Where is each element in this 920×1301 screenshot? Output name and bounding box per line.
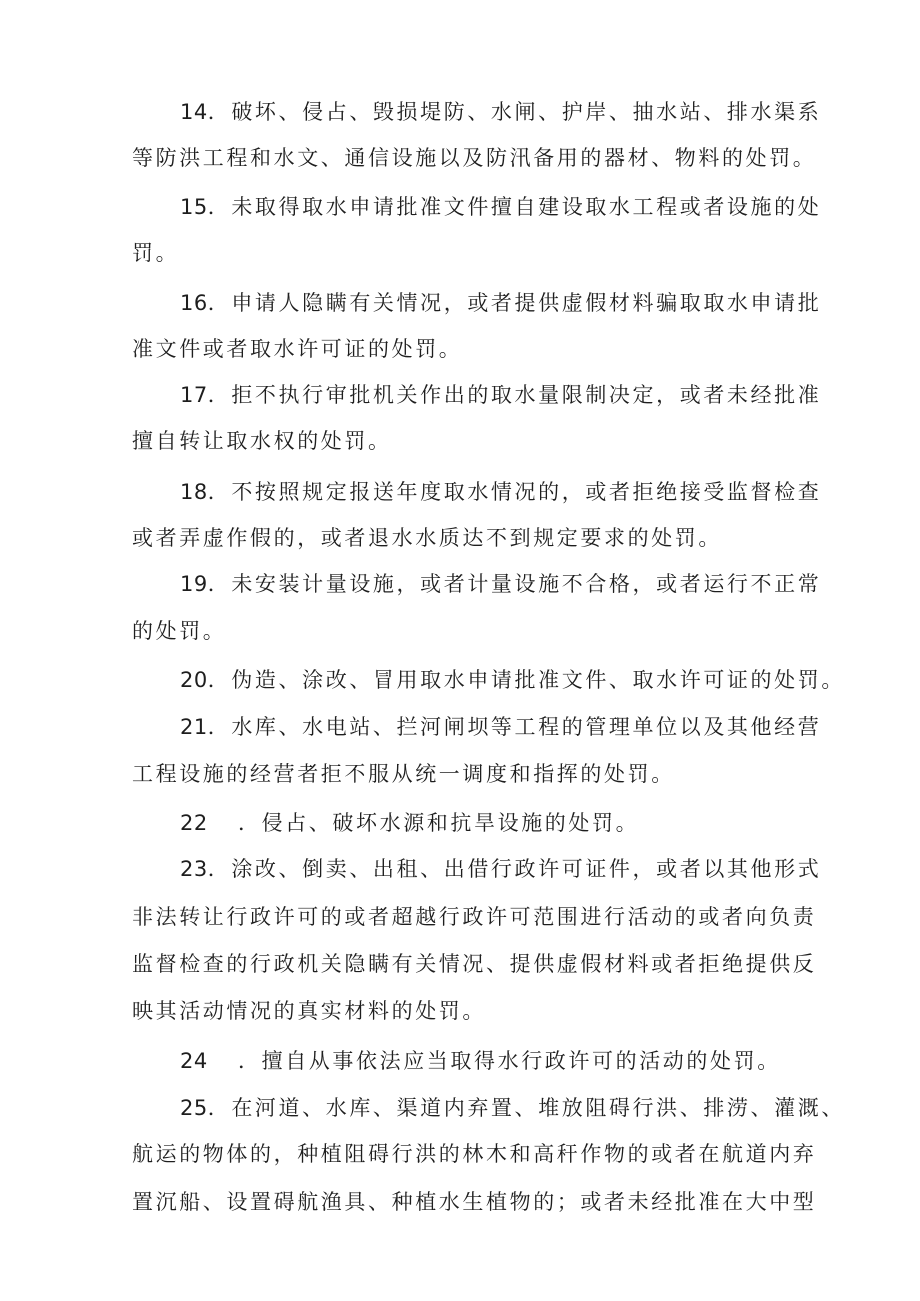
item-19-line-2: 的处罚。 bbox=[132, 619, 227, 643]
item-text: ．申请人隐瞒有关情况，或者提供虚假材料骗取取水申请批 bbox=[207, 291, 822, 315]
item-23-line-1 bbox=[180, 854, 821, 884]
item-number: 24 bbox=[180, 1049, 208, 1073]
item-text: ．水库、水电站、拦河闸坝等工程的管理单位以及其他经营 bbox=[207, 715, 822, 739]
item-24-line-1 bbox=[180, 1046, 781, 1076]
item-14-line-2: 等防洪工程和水文、通信设施以及防汛备用的器材、物料的处罚。 bbox=[132, 146, 817, 170]
item-15-line-2: 罚。 bbox=[132, 241, 180, 265]
item-number: 15 bbox=[180, 195, 208, 219]
item-text: ．侵占、破坏水源和抗旱设施的处罚。 bbox=[238, 811, 640, 835]
item-23-line-3: 监督检查的行政机关隐瞒有关情况、提供虚假材料或者拒绝提供反 bbox=[132, 952, 817, 976]
item-14-line-1 bbox=[180, 97, 821, 127]
item-23-line-4: 映其活动情况的真实材料的处罚。 bbox=[132, 999, 486, 1023]
item-number: 19 bbox=[180, 572, 208, 596]
item-25-line-1 bbox=[180, 1093, 845, 1123]
item-text: ．伪造、涂改、冒用取水申请批准文件、取水许可证的处罚。 bbox=[207, 668, 845, 692]
item-number: 22 bbox=[180, 811, 208, 835]
item-19-line-1 bbox=[180, 569, 821, 599]
item-text: ．未安装计量设施，或者计量设施不合格，或者运行不正常 bbox=[207, 572, 822, 596]
item-number: 20 bbox=[180, 668, 208, 692]
item-number: 18 bbox=[180, 480, 208, 504]
item-15-line-1 bbox=[180, 192, 821, 222]
item-text: ．未取得取水申请批准文件擅自建设取水工程或者设施的处 bbox=[207, 195, 822, 219]
item-25-line-2: 航运的物体的，种植阻碍行洪的林木和高秆作物的或者在航道内弃 bbox=[132, 1142, 817, 1166]
item-18-line-1 bbox=[180, 477, 821, 507]
item-text: ．不按照规定报送年度取水情况的，或者拒绝接受监督检查 bbox=[207, 480, 822, 504]
item-17-line-2: 擅自转让取水权的处罚。 bbox=[132, 429, 392, 453]
item-number: 16 bbox=[180, 291, 208, 315]
item-text: ．涂改、倒卖、出租、出借行政许可证件，或者以其他形式 bbox=[207, 857, 822, 881]
item-20-line-1 bbox=[180, 665, 845, 695]
item-17-line-1 bbox=[180, 380, 821, 410]
item-16-line-2: 准文件或者取水许可证的处罚。 bbox=[132, 337, 463, 361]
item-18-line-2: 或者弄虚作假的，或者退水水质达不到规定要求的处罚。 bbox=[132, 526, 722, 550]
item-25-line-3: 置沉船、设置碍航渔具、种植水生植物的；或者未经批准在大中型 bbox=[132, 1190, 817, 1214]
item-21-line-2: 工程设施的经营者拒不服从统一调度和指挥的处罚。 bbox=[132, 762, 675, 786]
item-number: 14 bbox=[180, 100, 208, 124]
item-number: 23 bbox=[180, 857, 208, 881]
item-text: ．破坏、侵占、毁损堤防、水闸、护岸、抽水站、排水渠系 bbox=[207, 100, 822, 124]
item-text: ．在河道、水库、渠道内弃置、堆放阻碍行洪、排涝、灌溉、 bbox=[207, 1096, 845, 1120]
item-21-line-1 bbox=[180, 712, 821, 742]
item-number: 25 bbox=[180, 1096, 208, 1120]
item-text: ．拒不执行审批机关作出的取水量限制决定，或者未经批准 bbox=[207, 383, 822, 407]
item-22-line-1 bbox=[180, 808, 639, 838]
item-number: 17 bbox=[180, 383, 208, 407]
item-text: ．擅自从事依法应当取得水行政许可的活动的处罚。 bbox=[238, 1049, 781, 1073]
item-23-line-2: 非法转让行政许可的或者超越行政许可范围进行活动的或者向负责 bbox=[132, 905, 817, 929]
item-number: 21 bbox=[180, 715, 208, 739]
item-16-line-1 bbox=[180, 288, 821, 318]
